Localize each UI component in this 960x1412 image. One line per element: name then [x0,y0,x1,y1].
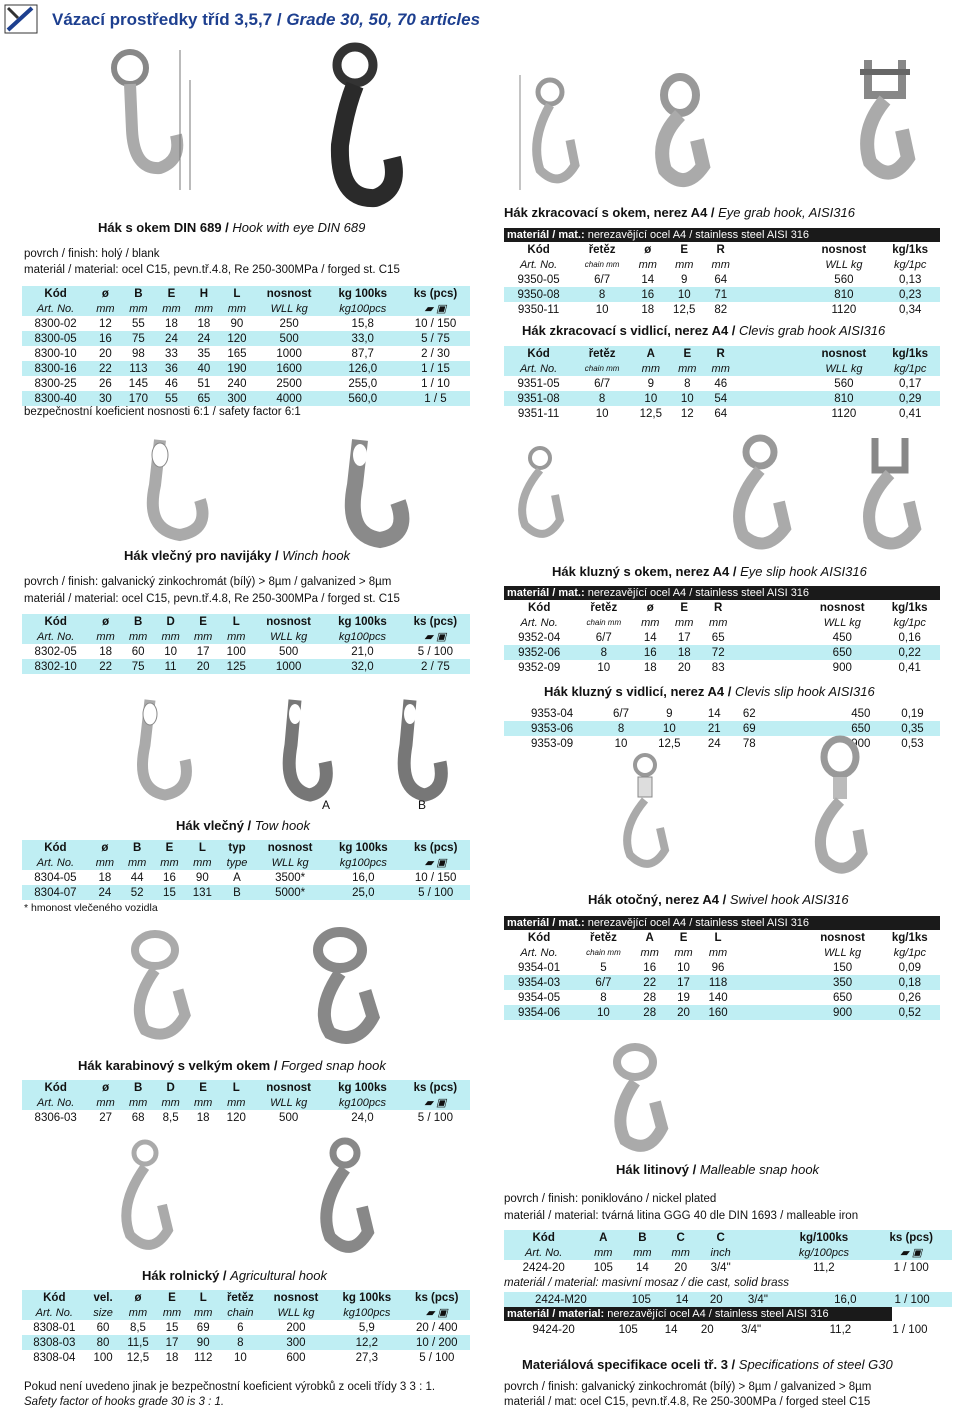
table-row: 8308-04 100 12,5 18 112 10 600 27,3 5 / 100 [22,1350,470,1365]
finish-line: povrch / finish: poniklováno / nickel plated [504,1193,717,1205]
winch-hook-drawing [105,430,225,550]
table-header: Kód ø B D E L nosnost kg 100ks ks (pcs) [22,614,470,629]
table-header: Kód ø B E H L nosnost kg 100ks ks (pcs) [22,286,470,301]
table-row: 8300-02 12 55 18 18 90 250 15,8 10 / 150 [22,316,470,331]
finish-line: povrch / finish: galvanický zinkochromát (bílý) > 8µm / galvanized > 8µm [24,576,392,588]
footer-note: Pokud není uvedeno jinak je bezpečnostní koeficient výrobků z oceli třídy 3 3 : 1. [24,1381,436,1393]
box-icon: ▰ ▣ [401,301,470,316]
tow-hook-a-photo [255,690,335,810]
section-title-agricultural: Hák rolnický / Agricultural hook [142,1268,327,1283]
table-row: 9352-06 8 16 18 72 650 0,22 [504,645,940,660]
table-header: Kód řetěz ø E R nosnost kg/1ks [504,600,940,615]
table-row: 9350-08 8 16 10 71 810 0,23 [504,287,940,302]
material-bar: materiál / material: nerezavějící ocel A4 / stainless steel AISI 316 [504,1307,892,1321]
table-clevis-grab [504,346,940,421]
eye-grab-hook-photo [635,70,725,200]
section-title-forged-snap: Hák karabinový s velkým okem / Forged snap hook [78,1058,386,1073]
page-title: Vázací prostředky tříd 3,5,7 / Grade 30, 50, 70 articles [52,10,481,29]
table-row: 9354-05 8 28 19 140 650 0,26 [504,990,940,1005]
hook-eye-drawing [90,40,200,200]
agricultural-hook-drawing [100,1135,190,1265]
swivel-hook-photo [800,735,880,885]
table-units: Art. No. mm mm mm inch kg/100pcs ▰ ▣ [504,1245,952,1260]
tow-note: * hmonost vlečeného vozidla [24,902,158,914]
tow-hook-b-photo [370,690,450,810]
section-title-eye-grab: Hák zkracovací s okem, nerez A4 / Eye grab hook, AISI316 [504,205,855,220]
table-row: 8308-01 60 8,5 15 69 6 200 5,9 20 / 400 [22,1320,470,1335]
safety-note: bezpečnostní koeficient nosnosti 6:1 / safety factor 6:1 [24,406,301,418]
table-row: 2424-20 105 14 20 3/4" 11,2 1 / 100 [504,1260,952,1275]
section-title-winch: Hák vlečný pro navijáky / Winch hook [124,548,351,563]
table-row: 9354-03 6/7 22 17 118 350 0,18 [504,975,940,990]
eye-grab-hook-drawing [510,70,600,200]
table-hook-eye [22,286,470,406]
table-row: 8300-25 26 145 46 51 240 2500 255,0 1 / 10 [22,376,470,391]
section-title-clevis-slip: Hák kluzný s vidlicí, nerez A4 / Clevis slip hook AISI316 [544,684,875,699]
table-header: Kód ø B E L typ nosnost kg 100ks ks (pcs) [22,840,470,855]
table-malleable-steel [504,1322,952,1337]
table-row: 9424-20 105 14 20 3/4" 11,2 1 / 100 [504,1322,952,1337]
table-units: Art. No. mm mm mm mm mm WLL kg kg100pcs ▰ ▣ [22,301,470,316]
table-row: 2424-M20 105 14 20 3/4" 16,0 1 / 100 [504,1292,952,1307]
label-a: A [322,798,331,812]
table-row: 9351-05 6/7 9 8 46 560 0,17 [504,376,940,391]
table-row: 9353-06 8 10 21 69 650 0,35 [504,721,940,736]
table-units: Art. No. chain mm mm mm mm WLL kg kg/1pc [504,945,940,960]
logo-icon [4,4,38,34]
table-row: 9352-09 10 18 20 83 900 0,41 [504,660,940,675]
material-bar: materiál / mat.: nerezavějící ocel A4 / stainless steel AISI 316 [504,916,940,930]
table-row: 8300-40 30 170 55 65 300 4000 560,0 1 / 5 [22,391,470,406]
table-row: 8304-05 18 44 16 90 A 3500* 16,0 10 / 150 [22,870,470,885]
eye-slip-hook-drawing [500,440,580,550]
table-row: 9352-04 6/7 14 17 65 450 0,16 [504,630,940,645]
table-row: 9351-08 8 10 10 54 810 0,29 [504,391,940,406]
footer-note-en: Safety factor of hooks grade 30 is 3 : 1. [24,1396,225,1408]
table-row: 9354-01 5 16 10 96 150 0,09 [504,960,940,975]
table-row: 9354-06 10 28 20 160 900 0,52 [504,1005,940,1020]
material-brass: materiál / material: masivní mosaz / die cast, solid brass [504,1277,790,1289]
table-forged-snap [22,1080,470,1125]
table-malleable-brass [504,1292,952,1307]
material-line: materiál / mat: ocel C15, pevn.tř.4.8, Re 250-300MPa / forged steel C15 [504,1396,871,1408]
table-row: 9350-05 6/7 14 9 64 560 0,13 [504,272,940,287]
table-swivel [504,930,940,1020]
forged-snap-hook-photo [285,925,395,1050]
table-header: Kód řetěz ø E R nosnost kg/1ks [504,242,940,257]
table-header: Kód A B C C kg/100ks ks (pcs) [504,1230,952,1245]
table-row: 9351-11 10 12,5 12 64 1120 0,41 [504,406,940,421]
table-units: Art. No. chain mm mm mm mm WLL kg kg/1pc [504,361,940,376]
box-icon: ▰ ▣ [870,1245,952,1260]
table-tow [22,840,470,900]
table-header: Kód řetěz A E L nosnost kg/1ks [504,930,940,945]
table-eye-slip [504,600,940,675]
table-row: 8302-05 18 60 10 17 100 500 21,0 5 / 100 [22,644,470,659]
swivel-hook-drawing [610,750,680,880]
clevis-grab-hook-photo [840,50,930,200]
material-line: materiál / material: ocel C15, pevn.tř.4.8, Re 250-300MPa / forged st. C15 [24,264,400,276]
table-winch [22,614,470,674]
forged-snap-hook-drawing [100,925,210,1045]
table-header: Kód ø B D E L nosnost kg 100ks ks (pcs) [22,1080,470,1095]
finish-line: povrch / finish: galvanický zinkochromát (bílý) > 8µm / galvanized > 8µm [504,1381,872,1393]
table-malleable [504,1230,952,1275]
table-row: 9353-04 6/7 9 14 62 450 0,19 [504,706,940,721]
material-bar: materiál / mat.: nerezavějící ocel A4 / stainless steel AISI 316 [504,228,940,242]
section-title-hook-eye: Hák s okem DIN 689 / Hook with eye DIN 689 [98,220,366,235]
box-icon: ▰ ▣ [401,629,470,644]
section-title-malleable: Hák litinový / Malleable snap hook [616,1162,820,1177]
table-row: 8306-03 27 68 8,5 18 120 500 24,0 5 / 100 [22,1110,470,1125]
clevis-slip-hook-photo [845,430,935,560]
agricultural-hook-photo [300,1135,390,1265]
table-row: 8308-03 80 11,5 17 90 8 300 12,2 10 / 200 [22,1335,470,1350]
label-b: B [418,798,427,812]
table-units: Art. No. mm mm mm mm type WLL kg kg100pcs ▰ ▣ [22,855,470,870]
section-title-eye-slip: Hák kluzný s okem, nerez A4 / Eye slip hook AISI316 [552,564,867,579]
table-header: Kód řetěz A E R nosnost kg/1ks [504,346,940,361]
table-units: Art. No. chain mm mm mm mm WLL kg kg/1pc [504,257,940,272]
table-row: 8304-07 24 52 15 131 B 5000* 25,0 5 / 100 [22,885,470,900]
section-title-spec: Materiálová specifikace oceli tř. 3 / Specifications of steel G30 [522,1357,893,1372]
table-units: Art. No. mm mm mm mm mm WLL kg kg100pcs ▰ ▣ [22,1095,470,1110]
material-line: materiál / material: tvárná litina GGG 40 dle DIN 1693 / malleable iron [504,1210,859,1222]
eye-slip-hook-photo [715,430,805,560]
table-row: 9353-09 10 12,5 24 78 900 0,53 [504,736,940,751]
finish-line: povrch / finish: holý / blank [24,248,160,260]
table-row: 8300-16 22 113 36 40 190 1600 126,0 1 / 15 [22,361,470,376]
material-line: materiál / material: ocel C15, pevn.tř.4.8, Re 250-300MPa / forged st. C15 [24,593,400,605]
section-title-clevis-grab: Hák zkracovací s vidlicí, nerez A4 / Clevis grab hook AISI316 [522,323,886,338]
malleable-snap-hook-photo [590,1040,680,1160]
hook-eye-photo [300,40,410,220]
table-row: 8300-10 20 98 33 35 165 1000 87,7 2 / 30 [22,346,470,361]
winch-hook-photo [300,430,420,555]
table-eye-grab [504,242,940,317]
material-bar: materiál / mat.: nerezavějící ocel A4 / stainless steel AISI 316 [504,586,940,600]
table-header: Kód vel. ø E L řetěz nosnost kg 100ks ks (pcs) [22,1290,470,1305]
box-icon: ▰ ▣ [401,1095,470,1110]
table-row: 9350-11 10 18 12,5 82 1120 0,34 [504,302,940,317]
table-row: 8300-05 16 75 24 24 120 500 33,0 5 / 75 [22,331,470,346]
table-row: 8302-10 22 75 11 20 125 1000 32,0 2 / 75 [22,659,470,674]
tow-hook-drawing [100,690,200,810]
box-icon: ▰ ▣ [404,1305,470,1320]
table-agricultural [22,1290,470,1365]
table-units: Art. No. mm mm mm mm mm WLL kg kg100pcs ▰ ▣ [22,629,470,644]
section-title-tow: Hák vlečný / Tow hook [176,818,310,833]
table-units: Art. No. size mm mm mm chain WLL kg kg100pcs ▰ ▣ [22,1305,470,1320]
table-units: Art. No. chain mm mm mm mm WLL kg kg/1pc [504,615,940,630]
box-icon: ▰ ▣ [401,855,470,870]
section-title-swivel: Hák otočný, nerez A4 / Swivel hook AISI316 [588,892,849,907]
